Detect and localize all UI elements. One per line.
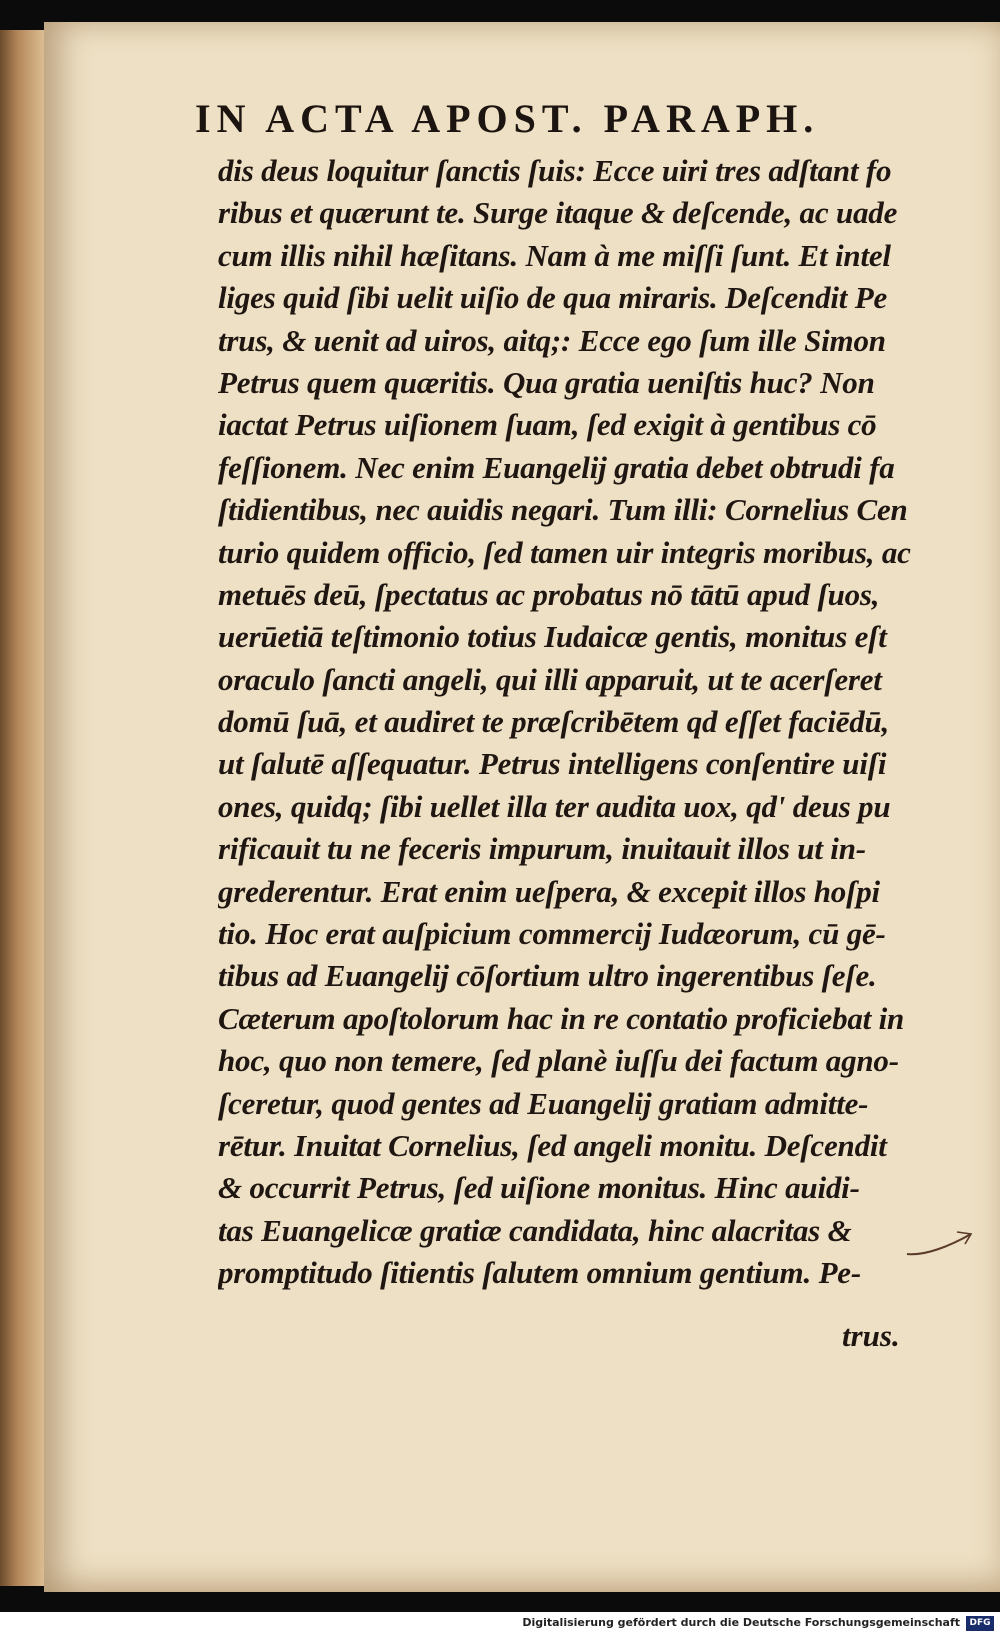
digitization-footer xyxy=(0,1612,1000,1636)
text-line: dis deus loquitur ſanctis ſuis: Ecce uiri tres adſtant fo xyxy=(218,153,892,188)
text-line: turio quidem officio, ſed tamen uir integris moribus, ac xyxy=(218,534,911,570)
text-line: ribus et quærunt te. Surge itaque & deſcende, ac uade xyxy=(218,195,898,231)
text-line: & occurrit Petrus, ſed uiſione monitus. Hinc auidi- xyxy=(218,1170,860,1206)
text-block xyxy=(218,150,930,1295)
text-line: hoc, quo non temere, ſed planè iuſſu dei factum agno- xyxy=(218,1043,899,1079)
text-line: Cæterum apoſtolorum hac in re contatio proficiebat in xyxy=(218,1000,905,1036)
text-line: grederentur. Erat enim ueſpera, & excepit illos hoſpi xyxy=(218,873,880,909)
text-line: rificauit tu ne feceris impurum, inuitauit illos ut in- xyxy=(218,831,866,867)
text-line: oraculo ſancti angeli, qui illi apparuit, ut te acerſeret xyxy=(218,661,882,697)
text-line: ut ſalutē aſſequatur. Petrus intelligens conſentire uiſi xyxy=(218,746,887,782)
catchword: trus. xyxy=(842,1318,900,1353)
text-line: tio. Hoc erat auſpicium commercij Iudæorum, cū gē- xyxy=(218,916,886,952)
text-line: ones, quidq; ſibi uellet illa ter audita uox, qd' deus pu xyxy=(218,788,891,824)
text-line: Petrus quem quæritis. Qua gratia ueniſtis huc? Non xyxy=(218,364,875,400)
funding-credit: Digitalisierung gefördert durch die Deutsche Forschungsgemeinschaft xyxy=(522,1616,960,1629)
handwritten-bracket-mark xyxy=(905,1226,975,1266)
text-line: domū ſuā, et audiret te præſcribētem qd eſſet faciēdū, xyxy=(218,704,890,740)
text-line: metuēs deū, ſpectatus ac probatus nō tātū apud ſuos, xyxy=(218,576,880,612)
text-line: feſſionem. Nec enim Euangelij gratia debet obtrudi fa xyxy=(218,449,895,485)
dfg-logo: DFG xyxy=(966,1616,994,1631)
text-line: trus, & uenit ad uiros, aitq;: Ecce ego ſum ille Simon xyxy=(218,322,886,358)
running-head: IN ACTA APOST. PARAPH. xyxy=(195,96,820,141)
text-line: ſtidientibus, nec auidis negari. Tum illi: Cornelius Cen xyxy=(218,492,908,528)
text-line: promptitudo ſitientis ſalutem omnium gentium. Pe- xyxy=(218,1255,861,1291)
text-line: tibus ad Euangelij cōſortium ultro ingerentibus ſeſe. xyxy=(218,958,877,994)
text-line: iactat Petrus uiſionem ſuam, ſed exigit à gentibus cō xyxy=(218,407,877,443)
text-line: rētur. Inuitat Cornelius, ſed angeli monitu. Deſcendit xyxy=(218,1127,887,1163)
text-line: ſceretur, quod gentes ad Euangelij gratiam admitte- xyxy=(218,1085,869,1121)
text-line: uerūetiā teſtimonio totius Iudaicæ gentis, monitus eſt xyxy=(218,619,887,655)
text-line: cum illis nihil hæſitans. Nam à me miſſi ſunt. Et intel xyxy=(218,237,891,273)
text-line: liges quid ſibi uelit uiſio de qua miraris. Deſcendit Pe xyxy=(218,280,888,316)
text-line: tas Euangelicæ gratiæ candidata, hinc alacritas & xyxy=(218,1212,852,1248)
